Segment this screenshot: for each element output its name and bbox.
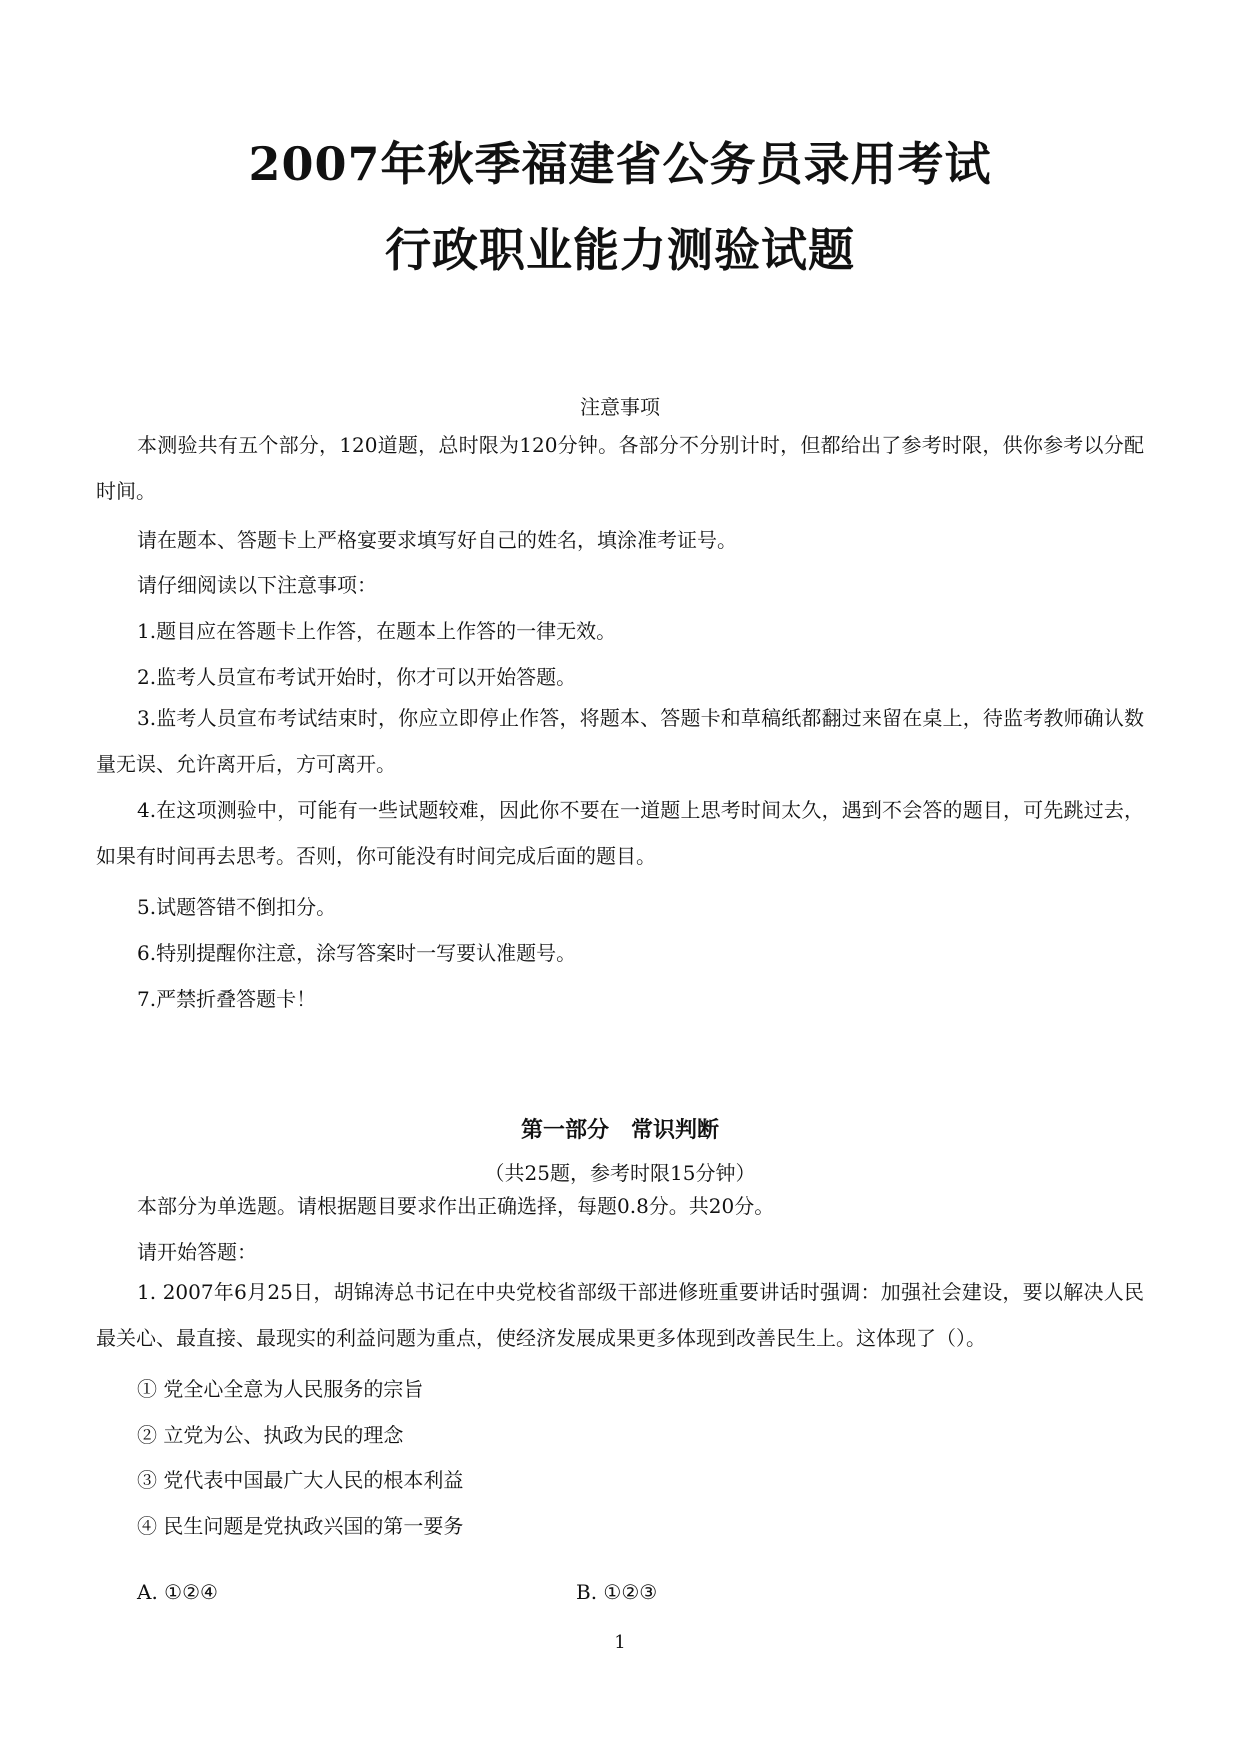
section-subtitle: （共25题，参考时限15分钟） <box>484 1161 756 1185</box>
notice-item-6: 6.特别提醒你注意，涂写答案时一写要认准题号。 <box>137 941 577 965</box>
section-description: 本部分为单选题。请根据题目要求作出正确选择，每题0.8分。共20分。 <box>137 1194 775 1218</box>
exam-title: 2007年秋季福建省公务员录用考试 <box>248 137 992 191</box>
notice-item-7: 7.严禁折叠答题卡！ <box>137 987 317 1011</box>
notice-item-3: 3.监考人员宣布考试结束时，你应立即停止作答，将题本、答题卡和草稿纸都翻过来留在桌上，待监考教师确认数量无误、允许离开后，方可离开。 <box>96 706 1144 776</box>
question-1-statement-4: ④ 民生问题是党执政兴国的第一要务 <box>137 1514 464 1538</box>
question-1-option-b: B. ①②③ <box>576 1580 658 1604</box>
question-1-stem: 1. 2007年6月25日，胡锦涛总书记在中央党校省部级干部进修班重要讲话时强调：加强社会建设，要以解决人民最关心、最直接、最现实的利益问题为重点，使经济发展成果更多体现到改善民生上。这体现了（）。 <box>96 1280 1144 1350</box>
notice-item-2: 2.监考人员宣布考试开始时，你才可以开始答题。 <box>137 665 577 689</box>
notice-item-5: 5.试题答错不倒扣分。 <box>137 895 337 919</box>
exam-subtitle: 行政职业能力测验试题 <box>385 223 855 277</box>
notice-instruction-1: 请在题本、答题卡上严格宴要求填写好自己的姓名，填涂准考证号。 <box>137 528 737 552</box>
question-1-statement-3: ③ 党代表中国最广大人民的根本利益 <box>137 1468 464 1492</box>
notice-instruction-2: 请仔细阅读以下注意事项： <box>137 573 377 597</box>
notice-heading: 注意事项 <box>580 395 660 419</box>
section-title: 第一部分 常识判断 <box>520 1117 719 1143</box>
notice-intro: 本测验共有五个部分，120道题，总时限为120分钟。各部分不分别计时，但都给出了参考时限，供你参考以分配时间。 <box>96 433 1144 503</box>
section-start: 请开始答题： <box>137 1240 257 1264</box>
question-1-option-a: A. ①②④ <box>137 1580 218 1604</box>
question-1-statement-1: ① 党全心全意为人民服务的宗旨 <box>137 1377 424 1401</box>
notice-item-1: 1.题目应在答题卡上作答，在题本上作答的一律无效。 <box>137 619 617 643</box>
question-1-statement-2: ② 立党为公、执政为民的理念 <box>137 1423 404 1447</box>
page-number: 1 <box>614 1632 626 1653</box>
notice-item-4: 4.在这项测验中，可能有一些试题较难，因此你不要在一道题上思考时间太久，遇到不会答的题目，可先跳过去，如果有时间再去思考。否则，你可能没有时间完成后面的题目。 <box>96 798 1144 868</box>
